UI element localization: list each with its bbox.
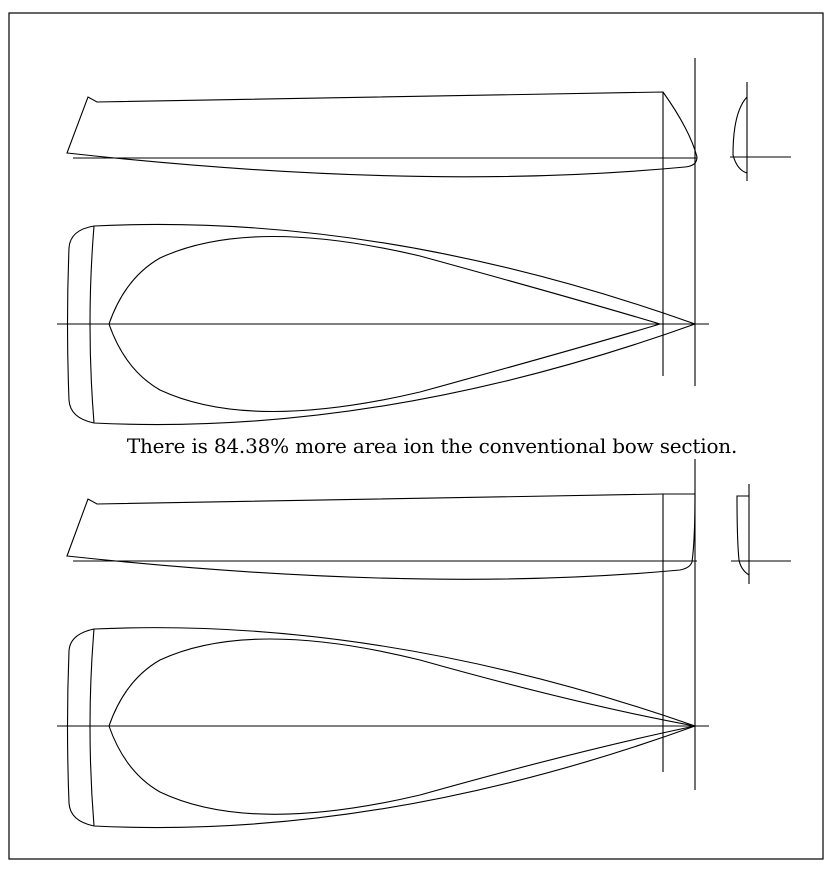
- plumb-profile-view: [67, 494, 697, 579]
- plumb-bow-section: [731, 484, 791, 584]
- conventional-bow-section: [730, 82, 791, 181]
- conventional-profile-hull: [67, 92, 697, 177]
- plumb-bow-drawing: [57, 459, 791, 828]
- plumb-transom-line: [90, 629, 94, 826]
- comparison-caption: There is 84.38% more area ion the conventional bow section.: [126, 434, 738, 458]
- plumb-deck-outline: [68, 628, 696, 828]
- conventional-profile-view: [67, 92, 697, 177]
- plumb-plan-view: [57, 628, 709, 828]
- conventional-bow-drawing: [57, 58, 791, 425]
- conventional-section-outline: [733, 97, 747, 173]
- plumb-section-outline: [737, 496, 749, 575]
- conventional-plan-view: [57, 224, 709, 424]
- plumb-profile-hull: [67, 494, 695, 579]
- plumb-waterline-outline: [109, 639, 695, 814]
